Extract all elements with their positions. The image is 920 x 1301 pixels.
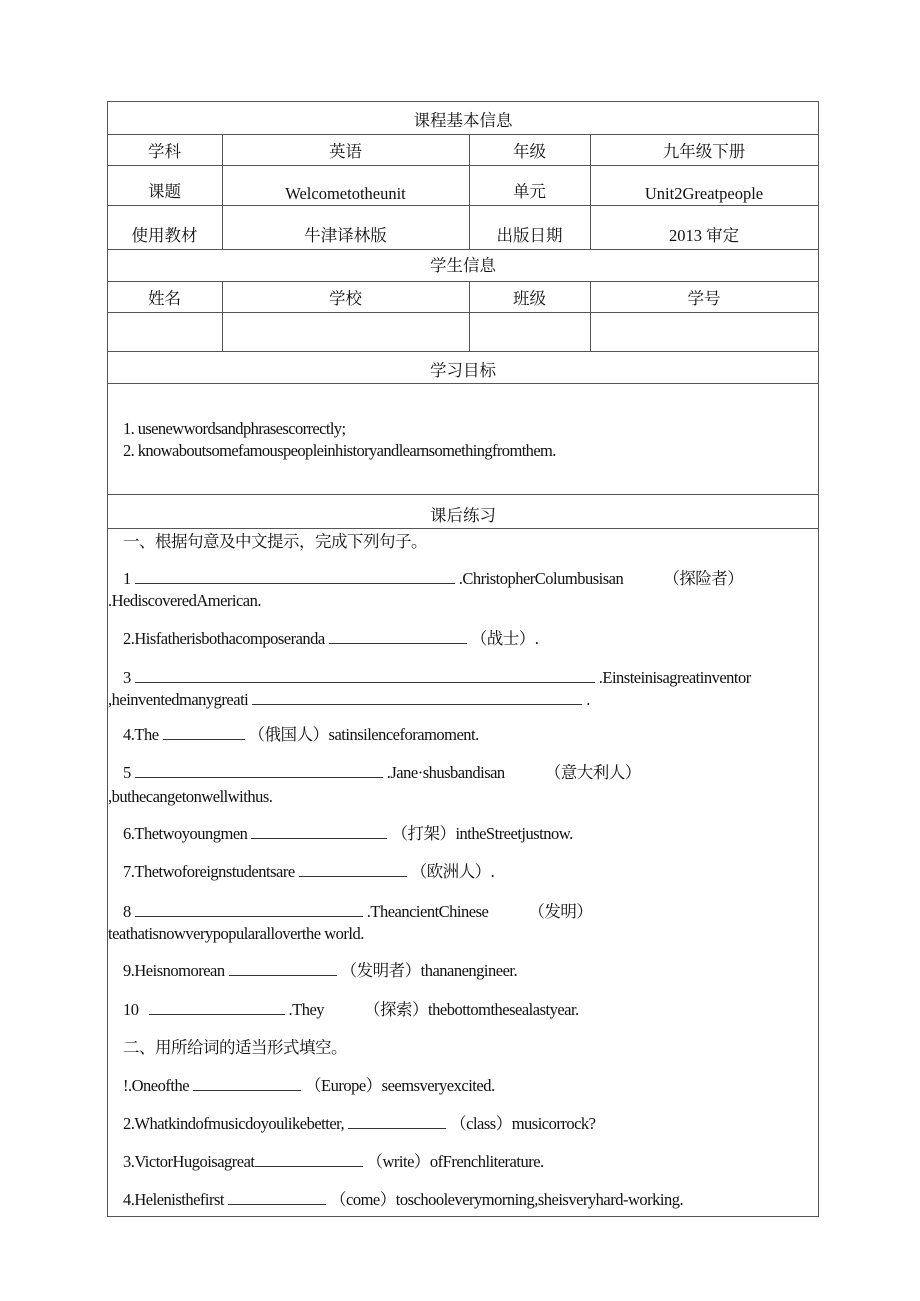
answer-blank[interactable] bbox=[228, 1189, 326, 1205]
answer-blank[interactable] bbox=[163, 724, 245, 740]
value-publish-date: 2013 审定 bbox=[668, 226, 740, 245]
objective-item: 2. knowaboutsomefamouspeopleinhistoryandlearnsomethingfromthem. bbox=[123, 441, 556, 460]
question-6: 6.Thetwoyoungmen （打架）intheStreetjustnow. bbox=[123, 824, 573, 843]
section-title-student-info: 学生信息 bbox=[430, 256, 496, 275]
answer-blank[interactable] bbox=[255, 1151, 363, 1167]
label-subject: 学科 bbox=[148, 142, 181, 161]
row-divider bbox=[107, 494, 819, 495]
section-title-objectives: 学习目标 bbox=[430, 361, 496, 380]
answer-blank[interactable] bbox=[329, 628, 467, 644]
label-textbook: 使用教材 bbox=[131, 226, 198, 245]
question-3-cont: ,heinventedmanygreati . bbox=[108, 690, 590, 709]
row-divider bbox=[107, 249, 819, 250]
row-divider bbox=[107, 528, 819, 529]
part1-instruction: 一、根据句意及中文提示，完成下列句子。 bbox=[123, 532, 427, 551]
answer-blank[interactable] bbox=[135, 667, 595, 683]
header-class: 班级 bbox=[513, 289, 546, 308]
question-8-cont: teathatisnowverypopularalloverthe world. bbox=[108, 924, 364, 943]
value-unit: Unit2Greatpeople bbox=[644, 184, 764, 203]
value-subject: 英语 bbox=[329, 142, 362, 161]
part2-question-1: !.Oneofthe （Europe）seemsveryexcited. bbox=[123, 1076, 495, 1095]
part2-question-2: 2.Whatkindofmusicdoyoulikebetter, （class）musicorrock? bbox=[123, 1114, 596, 1133]
question-8-hint: （发明） bbox=[528, 902, 593, 921]
answer-blank[interactable] bbox=[149, 999, 285, 1015]
question-2: 2.Hisfatherisbothacomposeranda （战士）. bbox=[123, 629, 539, 648]
answer-blank[interactable] bbox=[193, 1075, 301, 1091]
question-1-hint: （探险者） bbox=[663, 569, 744, 588]
question-1-cont: .HediscoveredAmerican. bbox=[108, 591, 262, 610]
label-grade: 年级 bbox=[513, 142, 546, 161]
answer-blank[interactable] bbox=[229, 960, 337, 976]
field-school[interactable] bbox=[223, 313, 469, 351]
field-student-id[interactable] bbox=[591, 313, 818, 351]
question-10: 10 .They （探索）thebottomthesealastyear. bbox=[123, 1000, 579, 1019]
question-3: 3 .Einsteinisagreatinventor bbox=[123, 668, 751, 687]
row-divider bbox=[107, 383, 819, 384]
answer-blank[interactable] bbox=[252, 689, 582, 705]
question-10-hint: （探索）thebottomthesealastyear. bbox=[364, 1000, 579, 1019]
answer-blank[interactable] bbox=[135, 568, 455, 584]
question-4: 4.The （俄国人）satinsilenceforamoment. bbox=[123, 725, 479, 744]
answer-blank[interactable] bbox=[135, 762, 383, 778]
row-divider bbox=[107, 134, 819, 135]
part2-question-4: 4.Helenisthefirst （come）toschooleverymorning,sheisveryhard-working. bbox=[123, 1190, 684, 1209]
value-topic: Welcometotheunit bbox=[285, 184, 406, 203]
question-5: 5 .Jane·shusbandisan （意大利人） bbox=[123, 763, 641, 782]
value-grade: 九年级下册 bbox=[662, 142, 746, 161]
question-8: 8 .TheancientChinese （发明） bbox=[123, 902, 593, 921]
label-topic: 课题 bbox=[148, 182, 181, 201]
label-publish-date: 出版日期 bbox=[496, 226, 563, 245]
question-1: 1 .ChristopherColumbusisan （探险者） bbox=[123, 569, 744, 588]
answer-blank[interactable] bbox=[299, 861, 407, 877]
table-border bbox=[107, 1216, 819, 1217]
answer-blank[interactable] bbox=[135, 901, 363, 917]
answer-blank[interactable] bbox=[251, 823, 387, 839]
table-border bbox=[107, 101, 819, 102]
field-name[interactable] bbox=[108, 313, 222, 351]
answer-blank[interactable] bbox=[348, 1113, 446, 1129]
row-divider bbox=[107, 165, 819, 166]
question-7: 7.Thetwoforeignstudentsare （欧洲人）. bbox=[123, 862, 495, 881]
section-title-course-info: 课程基本信息 bbox=[413, 111, 513, 130]
part2-instruction: 二、用所给词的适当形式填空。 bbox=[123, 1038, 347, 1057]
part2-question-3: 3.VictorHugoisagreat （write）ofFrenchliterature. bbox=[123, 1152, 544, 1171]
header-school: 学校 bbox=[329, 289, 362, 308]
value-textbook: 牛津译林版 bbox=[304, 226, 387, 245]
row-divider bbox=[107, 351, 819, 352]
header-name: 姓名 bbox=[148, 289, 181, 308]
field-class[interactable] bbox=[470, 313, 590, 351]
row-divider bbox=[107, 205, 819, 206]
label-unit: 单元 bbox=[513, 182, 546, 201]
row-divider bbox=[107, 281, 819, 282]
question-5-hint: （意大利人） bbox=[544, 763, 641, 782]
section-title-exercise: 课后练习 bbox=[430, 506, 496, 525]
question-9: 9.Heisnomorean （发明者）thananengineer. bbox=[123, 961, 518, 980]
objective-item: 1. usenewwordsandphrasescorrectly; bbox=[123, 419, 346, 438]
question-5-cont: ,buthecangetonwellwithus. bbox=[108, 787, 273, 806]
header-student-id: 学号 bbox=[687, 289, 721, 308]
